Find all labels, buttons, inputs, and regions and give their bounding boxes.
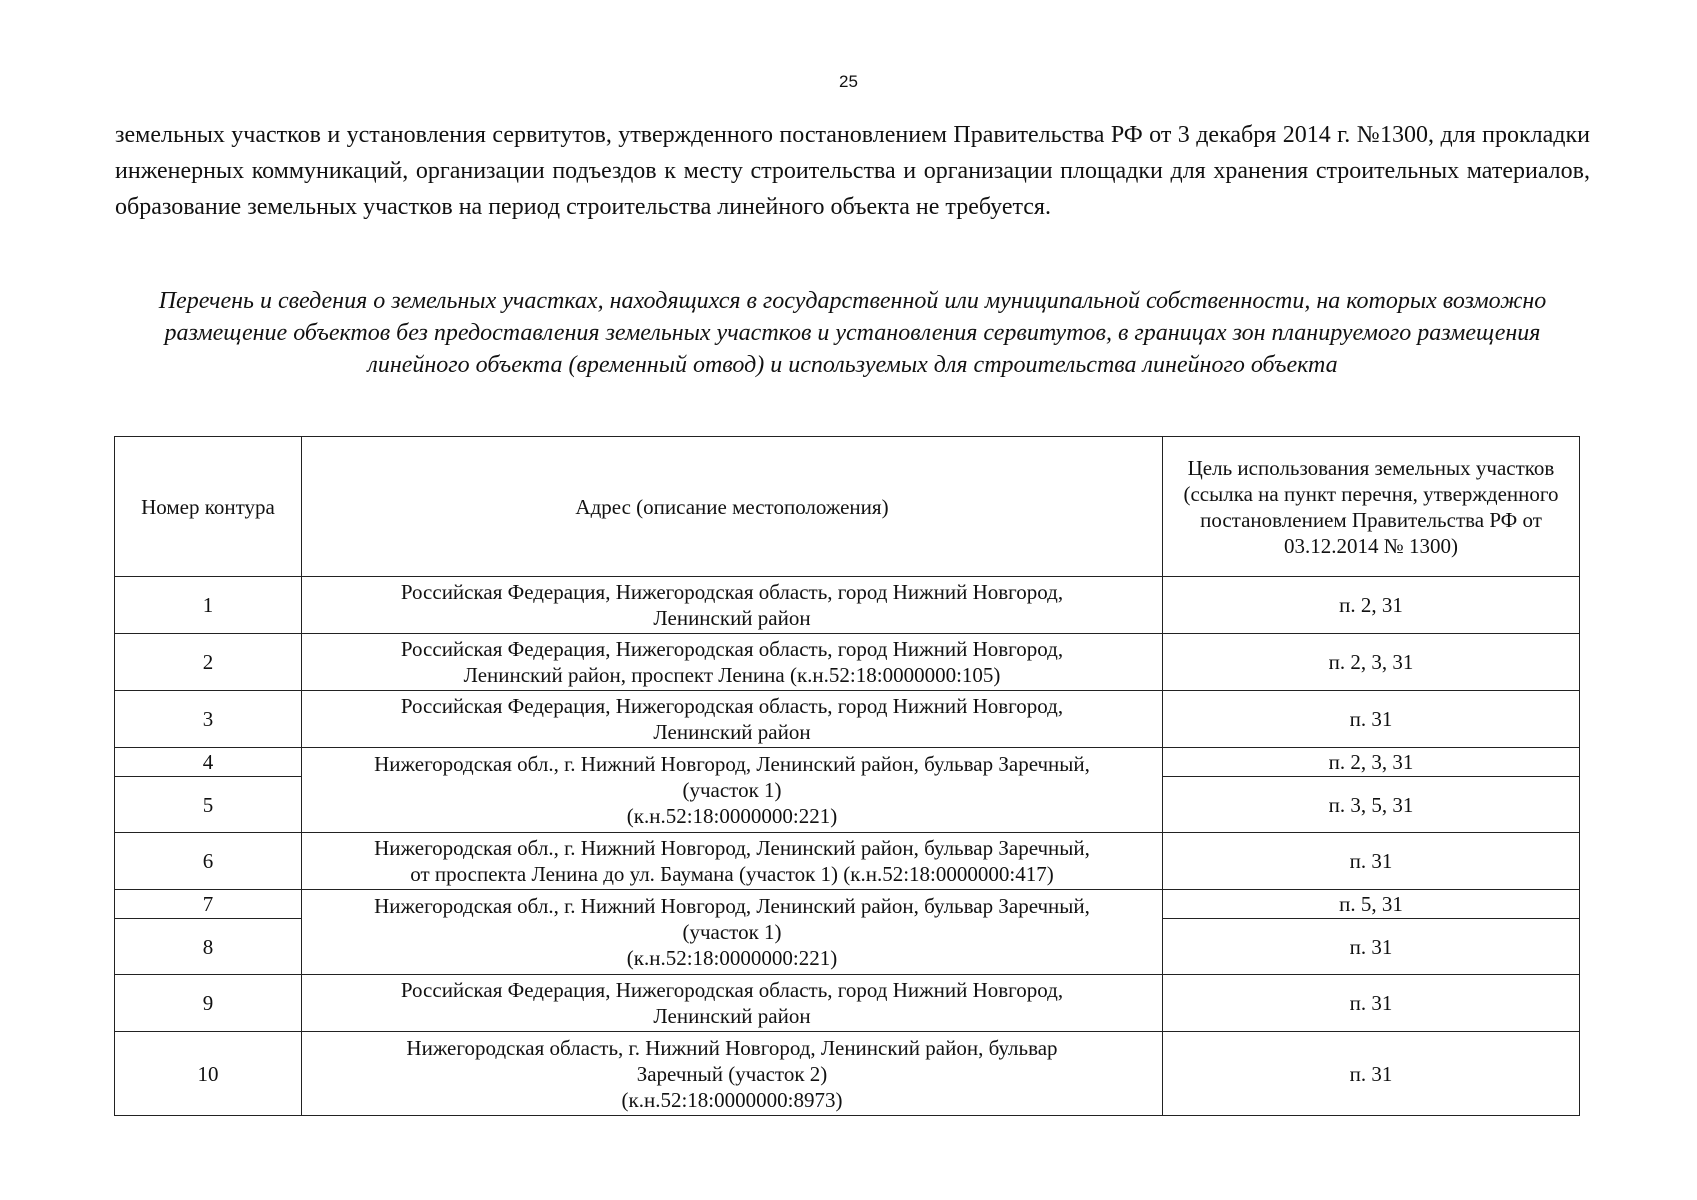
table-row — [115, 833, 1580, 890]
contour-number-cell: 4 — [115, 748, 302, 777]
header-purpose: Цель использования земельных участков (ссылка на пункт перечня, утвержденного постановлением Правительства РФ от 03.12.2014 № 1300) — [1163, 437, 1580, 577]
contour-number-cell: 9 — [115, 975, 302, 1032]
page-number: 25 — [839, 72, 858, 91]
purpose-cell: п. 5, 31 — [1163, 890, 1580, 919]
table-row — [115, 691, 1580, 748]
address-cell: Нижегородская обл., г. Нижний Новгород, Ленинский район, бульвар Заречный, (участок 1) (к.н.52:18:0000000:221) — [302, 748, 1163, 833]
address-cell: Российская Федерация, Нижегородская область, город Нижний Новгород, Ленинский район — [302, 577, 1163, 634]
table-row — [115, 975, 1580, 1032]
purpose-cell: п. 31 — [1163, 919, 1580, 975]
contour-number-cell: 3 — [115, 691, 302, 748]
table-header-row — [115, 437, 1580, 577]
intro-paragraph: земельных участков и установления сервитутов, утвержденного постановлением Правительства РФ от 3 декабря 2014 г. №1300, для прокладки инженерных коммуникаций, организации подъездов к месту строительства и организации площадки для хранения строительных материалов, образование земельных участков на период строительства линейного объекта не требуется. — [115, 122, 1590, 220]
purpose-cell: п. 31 — [1163, 1032, 1580, 1116]
table-row — [115, 577, 1580, 634]
land-plots-table — [114, 436, 1580, 1116]
purpose-cell: п. 2, 31 — [1163, 577, 1580, 634]
table-row — [115, 748, 1580, 777]
address-cell: Российская Федерация, Нижегородская область, город Нижний Новгород, Ленинский район — [302, 691, 1163, 748]
purpose-cell: п. 2, 3, 31 — [1163, 634, 1580, 691]
contour-number-cell: 1 — [115, 577, 302, 634]
contour-number-cell: 7 — [115, 890, 302, 919]
contour-number-cell: 8 — [115, 919, 302, 975]
table-row — [115, 1032, 1580, 1116]
table-title: Перечень и сведения о земельных участках, находящихся в государственной или муниципальной собственности, на которых возможно размещение объектов без предоставления земельных участков и установления сервитутов, в границах зон планируемого размещения линейного объекта (временный отвод) и используемых для строительства линейного объекта — [158, 288, 1547, 378]
address-cell: Нижегородская обл., г. Нижний Новгород, Ленинский район, бульвар Заречный, (участок 1) (к.н.52:18:0000000:221) — [302, 890, 1163, 975]
address-cell: Нижегородская область, г. Нижний Новгород, Ленинский район, бульвар Заречный (участок 2) (к.н.52:18:0000000:8973) — [302, 1032, 1163, 1116]
purpose-cell: п. 2, 3, 31 — [1163, 748, 1580, 777]
table-row — [115, 634, 1580, 691]
header-address: Адрес (описание местоположения) — [302, 437, 1163, 577]
purpose-cell: п. 3, 5, 31 — [1163, 777, 1580, 833]
contour-number-cell: 10 — [115, 1032, 302, 1116]
purpose-cell: п. 31 — [1163, 975, 1580, 1032]
purpose-cell: п. 31 — [1163, 833, 1580, 890]
address-cell: Российская Федерация, Нижегородская область, город Нижний Новгород, Ленинский район — [302, 975, 1163, 1032]
contour-number-cell: 5 — [115, 777, 302, 833]
address-cell: Российская Федерация, Нижегородская область, город Нижний Новгород, Ленинский район, проспект Ленина (к.н.52:18:0000000:105) — [302, 634, 1163, 691]
contour-number-cell: 6 — [115, 833, 302, 890]
contour-number-cell: 2 — [115, 634, 302, 691]
table-row — [115, 890, 1580, 919]
purpose-cell: п. 31 — [1163, 691, 1580, 748]
header-contour-number: Номер контура — [115, 437, 302, 577]
address-cell: Нижегородская обл., г. Нижний Новгород, Ленинский район, бульвар Заречный, от проспекта Ленина до ул. Баумана (участок 1) (к.н.52:18:0000000:417) — [302, 833, 1163, 890]
